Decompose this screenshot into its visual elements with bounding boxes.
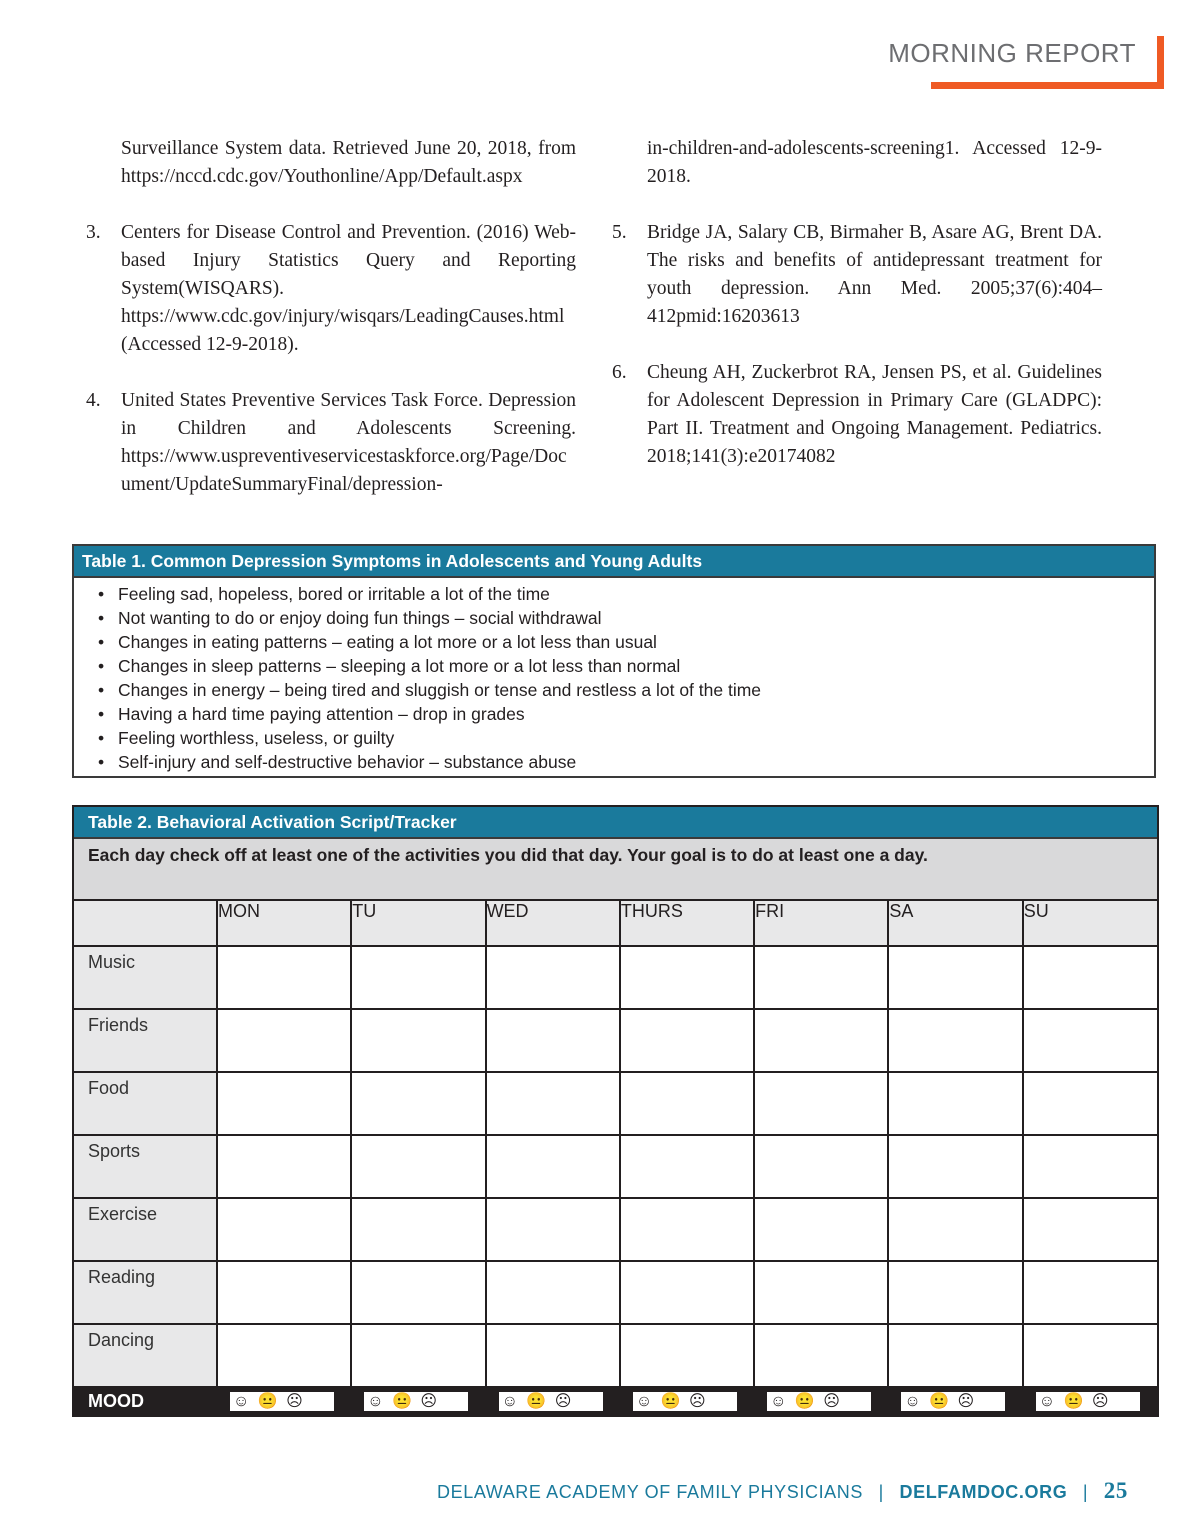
footer-divider: | [1082, 1482, 1089, 1502]
checkbox-cell[interactable] [486, 1009, 620, 1072]
checkbox-cell[interactable] [486, 1324, 620, 1387]
mood-cell [1023, 1387, 1157, 1415]
checkbox-cell[interactable] [1023, 1198, 1157, 1261]
page-number: 25 [1103, 1478, 1128, 1503]
references-right-column [612, 135, 1102, 499]
reference-item [86, 219, 576, 359]
list-item [74, 606, 1154, 630]
mood-cell [754, 1387, 888, 1415]
checkbox-cell[interactable] [351, 1009, 485, 1072]
table-row [74, 1198, 1157, 1261]
symptom-text: Feeling sad, hopeless, bored or irritable a lot of the time [118, 584, 550, 604]
checkbox-cell[interactable] [1023, 1324, 1157, 1387]
symptoms-list [74, 578, 1154, 776]
reference-number [612, 135, 647, 191]
symptom-text: Changes in sleep patterns – sleeping a lot more or a lot less than normal [118, 656, 681, 676]
day-header-sa: SA [888, 901, 1022, 946]
checkbox-cell[interactable] [620, 1072, 754, 1135]
checkbox-cell[interactable] [217, 1198, 351, 1261]
checkbox-cell[interactable] [754, 1324, 888, 1387]
day-header-row [74, 901, 1157, 946]
checkbox-cell[interactable] [486, 946, 620, 1009]
checkbox-cell[interactable] [351, 1135, 485, 1198]
checkbox-cell[interactable] [351, 946, 485, 1009]
footer-divider: | [878, 1482, 884, 1502]
activity-label: Music [74, 946, 217, 1009]
corner-cell [74, 901, 217, 946]
checkbox-cell[interactable] [754, 1135, 888, 1198]
list-item [74, 654, 1154, 678]
reference-item [612, 219, 1102, 331]
activity-label: Exercise [74, 1198, 217, 1261]
reference-number: 6. [612, 362, 627, 383]
activity-label: Friends [74, 1009, 217, 1072]
checkbox-cell[interactable] [620, 1324, 754, 1387]
reference-number: 5. [612, 222, 627, 243]
mood-faces[interactable]: ☺ 😐 ☹ [767, 1392, 871, 1411]
activity-label: Food [74, 1072, 217, 1135]
checkbox-cell[interactable] [754, 1198, 888, 1261]
list-item [74, 630, 1154, 654]
activity-label: Reading [74, 1261, 217, 1324]
mood-row [74, 1387, 1157, 1415]
table-row [74, 1261, 1157, 1324]
activation-tracker-table [72, 805, 1159, 1417]
checkbox-cell[interactable] [486, 1198, 620, 1261]
day-header-tu: TU [351, 901, 485, 946]
mood-faces[interactable]: ☺ 😐 ☹ [230, 1392, 334, 1411]
list-item [74, 702, 1154, 726]
checkbox-cell[interactable] [1023, 1072, 1157, 1135]
footer-website-link[interactable]: DELFAMDOC.ORG [899, 1482, 1068, 1502]
checkbox-cell[interactable] [217, 946, 351, 1009]
mood-cell [888, 1387, 1022, 1415]
table-row [74, 946, 1157, 1009]
checkbox-cell[interactable] [217, 1009, 351, 1072]
checkbox-cell[interactable] [754, 946, 888, 1009]
section-title: MORNING REPORT [888, 38, 1136, 68]
symptom-text: Self-injury and self-destructive behavior – substance abuse [118, 752, 577, 772]
day-header-wed: WED [486, 901, 620, 946]
checkbox-cell[interactable] [754, 1009, 888, 1072]
checkbox-cell[interactable] [620, 1135, 754, 1198]
reference-number: 3. [86, 222, 101, 243]
checkbox-cell[interactable] [486, 1072, 620, 1135]
tracker-instruction: Each day check off at least one of the activities you did that day. Your goal is to do at least one a day. [74, 839, 1157, 901]
day-header-su: SU [1023, 901, 1157, 946]
table-row [74, 1072, 1157, 1135]
mood-faces[interactable]: ☺ 😐 ☹ [364, 1392, 468, 1411]
symptom-text: Feeling worthless, useless, or guilty [118, 728, 395, 748]
checkbox-cell[interactable] [351, 1072, 485, 1135]
checkbox-cell[interactable] [217, 1261, 351, 1324]
mood-faces[interactable]: ☺ 😐 ☹ [633, 1392, 737, 1411]
mood-faces[interactable]: ☺ 😐 ☹ [499, 1392, 603, 1411]
checkbox-cell[interactable] [217, 1324, 351, 1387]
references-left-column [86, 135, 576, 527]
activity-label: Dancing [74, 1324, 217, 1387]
reference-text: in-children-and-adolescents-screening1. Accessed 12-9-2018. [647, 138, 1102, 187]
activity-label: Sports [74, 1135, 217, 1198]
header-accent-bar-vertical [1157, 36, 1164, 89]
checkbox-cell[interactable] [217, 1072, 351, 1135]
symptoms-table [72, 544, 1156, 778]
checkbox-cell[interactable] [486, 1135, 620, 1198]
table-row [74, 1135, 1157, 1198]
tracker-grid [74, 901, 1157, 1415]
table-row [74, 1009, 1157, 1072]
reference-item [612, 359, 1102, 471]
header-accent-bar [931, 82, 1164, 89]
symptoms-table-title: Table 1. Common Depression Symptoms in Adolescents and Young Adults [74, 546, 1154, 578]
checkbox-cell[interactable] [888, 1072, 1022, 1135]
mood-cell [351, 1387, 485, 1415]
checkbox-cell[interactable] [620, 946, 754, 1009]
reference-text: Cheung AH, Zuckerbrot RA, Jensen PS, et al. Guidelines for Adolescent Depression in Primary Care (GLADPC): Part II. Treatment and Ongoing Management. Pediatrics. 2018;141(3):e20174082 [647, 362, 1102, 467]
reference-number: 4. [86, 390, 101, 411]
checkbox-cell[interactable] [1023, 1135, 1157, 1198]
table-row [74, 1324, 1157, 1387]
checkbox-cell[interactable] [888, 1324, 1022, 1387]
reference-item [86, 387, 576, 499]
mood-cell [620, 1387, 754, 1415]
reference-text: Surveillance System data. Retrieved June 20, 2018, from https://nccd.cdc.gov/Youthonline/App/Default.aspx [121, 138, 576, 187]
checkbox-cell[interactable] [754, 1261, 888, 1324]
checkbox-cell[interactable] [888, 1009, 1022, 1072]
checkbox-cell[interactable] [888, 1135, 1022, 1198]
mood-cell [486, 1387, 620, 1415]
reference-item [86, 135, 576, 191]
symptom-text: Not wanting to do or enjoy doing fun things – social withdrawal [118, 608, 602, 628]
list-item [74, 750, 1154, 774]
checkbox-cell[interactable] [1023, 1261, 1157, 1324]
reference-text: Centers for Disease Control and Prevention. (2016) Web-based Injury Statistics Query and Reporting System(WISQARS). https://www.cdc.gov/injury/wisqars/LeadingCauses.html (Accessed 12-9-2018). [121, 222, 576, 355]
list-item [74, 726, 1154, 750]
list-item [74, 678, 1154, 702]
checkbox-cell[interactable] [486, 1261, 620, 1324]
day-header-fri: FRI [754, 901, 888, 946]
checkbox-cell[interactable] [888, 946, 1022, 1009]
day-header-mon: MON [217, 901, 351, 946]
symptom-text: Having a hard time paying attention – drop in grades [118, 704, 525, 724]
symptom-text: Changes in energy – being tired and sluggish or tense and restless a lot of the time [118, 680, 762, 700]
checkbox-cell[interactable] [1023, 946, 1157, 1009]
checkbox-cell[interactable] [888, 1198, 1022, 1261]
checkbox-cell[interactable] [620, 1198, 754, 1261]
page-footer [437, 1478, 1128, 1504]
list-item [74, 582, 1154, 606]
day-header-thurs: THURS [620, 901, 754, 946]
mood-faces[interactable]: ☺ 😐 ☹ [1036, 1392, 1140, 1411]
footer-org-name: DELAWARE ACADEMY OF FAMILY PHYSICIANS [437, 1482, 863, 1502]
checkbox-cell[interactable] [351, 1261, 485, 1324]
checkbox-cell[interactable] [351, 1198, 485, 1261]
reference-number [86, 135, 121, 191]
checkbox-cell[interactable] [754, 1072, 888, 1135]
checkbox-cell[interactable] [1023, 1009, 1157, 1072]
tracker-table-title: Table 2. Behavioral Activation Script/Tracker [74, 807, 1157, 839]
symptom-text: Changes in eating patterns – eating a lot more or a lot less than usual [118, 632, 657, 652]
checkbox-cell[interactable] [351, 1324, 485, 1387]
mood-label: MOOD [74, 1387, 217, 1415]
checkbox-cell[interactable] [620, 1261, 754, 1324]
checkbox-cell[interactable] [888, 1261, 1022, 1324]
reference-text: Bridge JA, Salary CB, Birmaher B, Asare AG, Brent DA. The risks and benefits of antidepressant treatment for youth depression. Ann Med. 2005;37(6):404–412pmid:16203613 [647, 222, 1102, 327]
checkbox-cell[interactable] [217, 1135, 351, 1198]
reference-item [612, 135, 1102, 191]
mood-cell [217, 1387, 351, 1415]
reference-text: United States Preventive Services Task Force. Depression in Children and Adolescents Screening. https://www.uspreventiveservicestaskforce.org/Page/Document/UpdateSummaryFinal/depression- [121, 390, 576, 495]
mood-faces[interactable]: ☺ 😐 ☹ [901, 1392, 1005, 1411]
checkbox-cell[interactable] [620, 1009, 754, 1072]
